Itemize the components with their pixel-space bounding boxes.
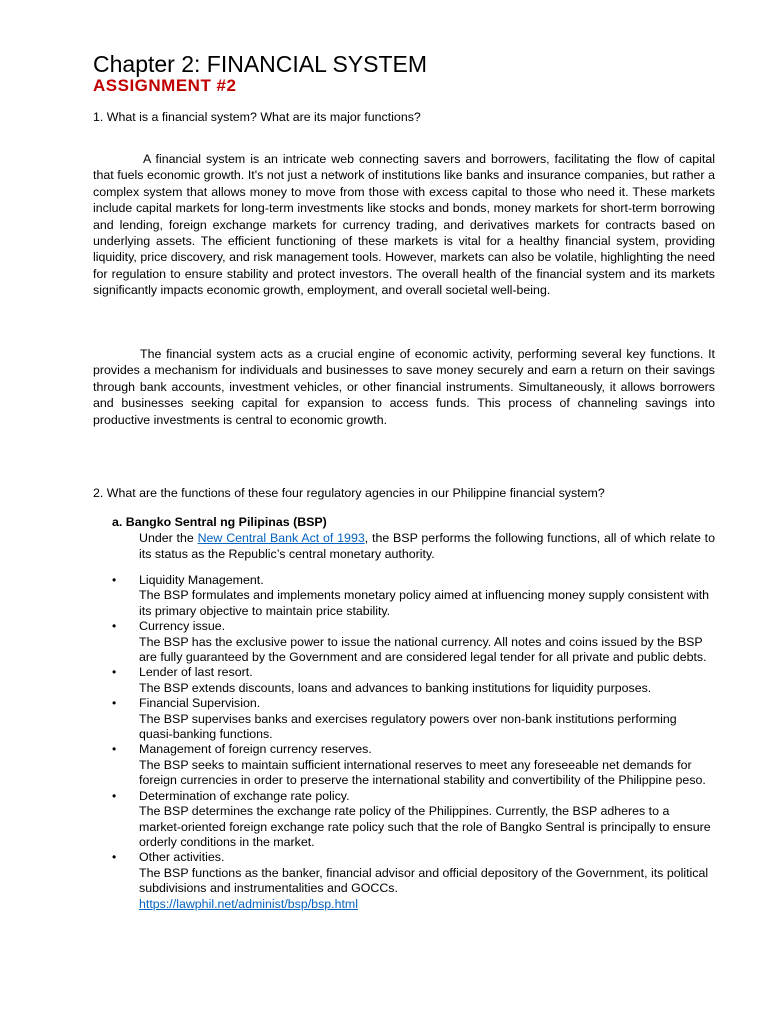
bullet-icon: • bbox=[112, 665, 117, 680]
function-description: The BSP has the exclusive power to issue the national currency. All notes and coins issued by the BSP are fully guaranteed by the Government and are considered legal tender for all private and public debts. bbox=[139, 634, 707, 665]
bsp-source-link[interactable]: https://lawphil.net/administ/bsp/bsp.html bbox=[139, 896, 359, 911]
list-item bbox=[112, 619, 712, 665]
chapter-title: Chapter 2: FINANCIAL SYSTEM bbox=[93, 51, 428, 77]
function-description: The BSP seeks to maintain sufficient international reserves to meet any foreseeable net demands for foreign currencies in order to preserve the international stability and convertibility of the Philippine peso. bbox=[139, 757, 706, 788]
bullet-icon: • bbox=[112, 619, 117, 634]
question-2: 2. What are the functions of these four regulatory agencies in our Philippine financial system? bbox=[93, 486, 605, 500]
intro-text-after: , the BSP performs the following functions, all of which relate to its status as the Republic’s central monetary authority. bbox=[139, 531, 715, 562]
intro-text-before: Under the bbox=[139, 531, 198, 545]
section-a-intro bbox=[139, 530, 715, 563]
function-title: Financial Supervision. bbox=[139, 696, 261, 711]
list-item bbox=[112, 742, 712, 788]
list-item bbox=[112, 573, 712, 619]
function-description: The BSP extends discounts, loans and advances to banking institutions for liquidity purposes. bbox=[139, 680, 652, 695]
function-title: Currency issue. bbox=[139, 619, 226, 634]
list-item bbox=[112, 789, 712, 851]
function-title: Determination of exchange rate policy. bbox=[139, 788, 350, 803]
list-item bbox=[112, 696, 712, 742]
q1-paragraph-2: The financial system acts as a crucial engine of economic activity, performing several key functions. It provides a mechanism for individuals and businesses to save money securely and earn a return on their savings through bank accounts, investment vehicles, or other financial instruments. Simultaneously, it allows borrowers and businesses seeking capital for expansion to access funds. This process of channeling savings into productive investments is central to economic growth. bbox=[93, 347, 715, 427]
q1-paragraph-1: A financial system is an intricate web connecting savers and borrowers, facilitating the flow of capital that fuels economic growth. It's not just a network of institutions like banks and insurance companies, but rather a complex system that allows money to move from those with excess capital to those who need it. These markets include capital markets for long-term investments like stocks and bonds, money markets for short-term borrowing and lending, foreign exchange markets for currency trading, and derivatives markets for contracts based on underlying assets. The efficient functioning of these markets is vital for a healthy financial system, providing liquidity, price discovery, and risk management tools. However, markets can also be volatile, highlighting the need for regulation to ensure stability and protect investors. The overall health of the financial system and its markets significantly impacts economic growth, employment, and overall societal well-being. bbox=[93, 152, 715, 298]
list-item bbox=[112, 850, 712, 912]
function-title: Lender of last resort. bbox=[139, 665, 253, 680]
function-description: The BSP determines the exchange rate policy of the Philippines. Currently, the BSP adheres to a market-oriented foreign exchange rate policy such that the role of Bangko Sentral is principally to ensure orderly conditions in the market. bbox=[139, 804, 711, 849]
bullet-icon: • bbox=[112, 788, 117, 803]
section-a-heading: a. Bangko Sentral ng Pilipinas (BSP) bbox=[112, 515, 327, 529]
assignment-heading: ASSIGNMENT #2 bbox=[93, 76, 237, 95]
bullet-icon: • bbox=[112, 696, 117, 711]
function-title: Other activities. bbox=[139, 850, 225, 865]
list-item bbox=[112, 665, 712, 696]
new-central-bank-act-link[interactable]: New Central Bank Act of 1993 bbox=[197, 531, 365, 545]
function-title: Management of foreign currency reserves. bbox=[139, 742, 372, 757]
bullet-icon: • bbox=[112, 742, 117, 757]
bullet-icon: • bbox=[112, 573, 117, 587]
function-title: Liquidity Management. bbox=[139, 573, 264, 587]
bsp-functions-list bbox=[112, 573, 712, 912]
function-description: The BSP formulates and implements monetary policy aimed at influencing money supply consistent with its primary objective to maintain price stability. bbox=[139, 588, 710, 618]
bullet-icon: • bbox=[112, 850, 117, 865]
function-description: The BSP supervises banks and exercises regulatory powers over non-bank institutions performing quasi-banking functions. bbox=[139, 711, 677, 742]
function-description: The BSP functions as the banker, financial advisor and official depository of the Government, its political subdivisions and instrumentalities and GOCCs. bbox=[139, 865, 709, 896]
question-1: 1. What is a financial system? What are its major functions? bbox=[93, 110, 421, 124]
